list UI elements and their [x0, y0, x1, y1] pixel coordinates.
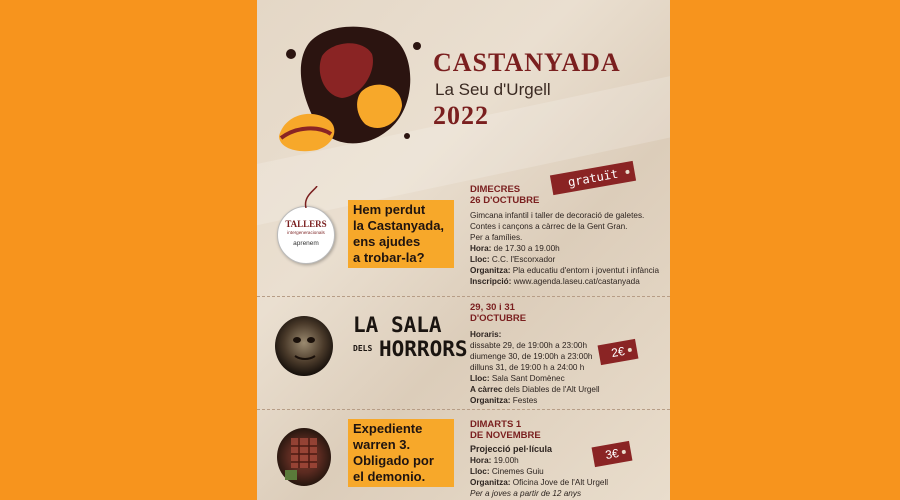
hora-row: Hora: 19.00h [470, 456, 519, 465]
activity3-question-box [348, 419, 454, 487]
description-line: Contes i cançons a càrrec de la Gent Gran. [470, 222, 628, 231]
face-icon [275, 316, 333, 376]
horror-face-image [275, 316, 333, 376]
price-tag-label: gratuït [566, 166, 620, 190]
organitza-row: Organitza: Festes [470, 396, 538, 405]
tag-hole-icon [625, 170, 630, 175]
section-divider [257, 409, 670, 410]
activity3-info [470, 444, 670, 499]
badge-string-icon [301, 186, 321, 208]
horaris-row: Horaris: [470, 330, 502, 339]
date-line: DIMARTS 1 [470, 419, 522, 430]
subtitle: Projecció pel·lícula [470, 444, 553, 454]
horari-line: dilluns 31, de 19:00 h a 24:00 h [470, 363, 585, 372]
movie-image [277, 428, 331, 486]
description-line: Per a famílies. [470, 233, 523, 242]
chestnut-logo-icon [267, 16, 427, 156]
date-line: DE NOVEMBRE [470, 430, 541, 441]
lloc-row: Lloc: Cinemes Guiu [470, 467, 544, 476]
price-tag-free [550, 161, 636, 195]
activity3-date [470, 419, 541, 441]
badge-subtitle: intergeneracionals [287, 230, 325, 235]
price-tag-label: 2€ [610, 343, 626, 361]
date-line: D'OCTUBRE [470, 313, 527, 324]
inscripcio-row: Inscripció: www.agenda.laseu.cat/castanyada [470, 277, 640, 286]
inscripcio-link[interactable]: www.agenda.laseu.cat/castanyada [513, 277, 640, 286]
audience-note: Per a joves a partir de 12 anys [470, 489, 582, 498]
badge-brand: aprenem [293, 240, 319, 247]
date-line: DIMECRES [470, 184, 521, 195]
price-tag-label: 3€ [604, 445, 620, 463]
activity1-date [470, 184, 539, 206]
carrec-row: A càrrec dels Diables de l'Alt Urgell [470, 385, 600, 394]
organitza-row: Organitza: Pla educatiu d'entorn i joventut i infància [470, 266, 660, 275]
lloc-row: Lloc: C.C. l'Escorxador [470, 255, 556, 264]
badge-title: TALLERS [285, 219, 327, 229]
date-line: 26 D'OCTUBRE [470, 195, 540, 206]
movie-still-icon [277, 428, 331, 486]
event-town: La Seu d'Urgell [435, 80, 551, 99]
event-year: 2022 [433, 101, 489, 130]
activity1-info [470, 210, 670, 287]
date-line: 29, 30 i 31 [470, 302, 515, 313]
poster [257, 0, 670, 500]
activity2-info [470, 329, 670, 406]
hora-row: Hora: de 17.30 a 19.00h [470, 244, 560, 253]
section-divider [257, 296, 670, 297]
activity2-date [470, 302, 526, 324]
horari-line: diumenge 30, de 19:00h a 23:00h [470, 352, 593, 361]
activity1-question-box [348, 200, 454, 268]
description-line: Gimcana infantil i taller de decoració de galetes. [470, 211, 645, 220]
question-line: Expediente [353, 421, 423, 436]
question-line: ens ajudes [353, 234, 421, 249]
organitza-row: Organitza: Oficina Jove de l'Alt Urgell [470, 478, 609, 487]
lloc-row: Lloc: Sala Sant Domènec [470, 374, 565, 383]
question-line: el demonio. [353, 469, 426, 484]
question-line: warren 3. [353, 437, 411, 452]
logo-text-horrors: HORRORS [379, 337, 468, 361]
question-line: Hem perdut [353, 202, 426, 217]
logo-text-la-sala: LA SALA [353, 313, 442, 337]
question-line: la Castanyada, [353, 218, 445, 233]
question-line: Obligado por [353, 453, 434, 468]
question-line: a trobar-la? [353, 250, 425, 265]
workshop-badge [277, 206, 335, 264]
logo-text-dels: DELS [353, 344, 373, 353]
event-title: CASTANYADA [433, 48, 621, 77]
horari-line: dissabte 29, de 19:00h a 23:00h [470, 341, 587, 350]
